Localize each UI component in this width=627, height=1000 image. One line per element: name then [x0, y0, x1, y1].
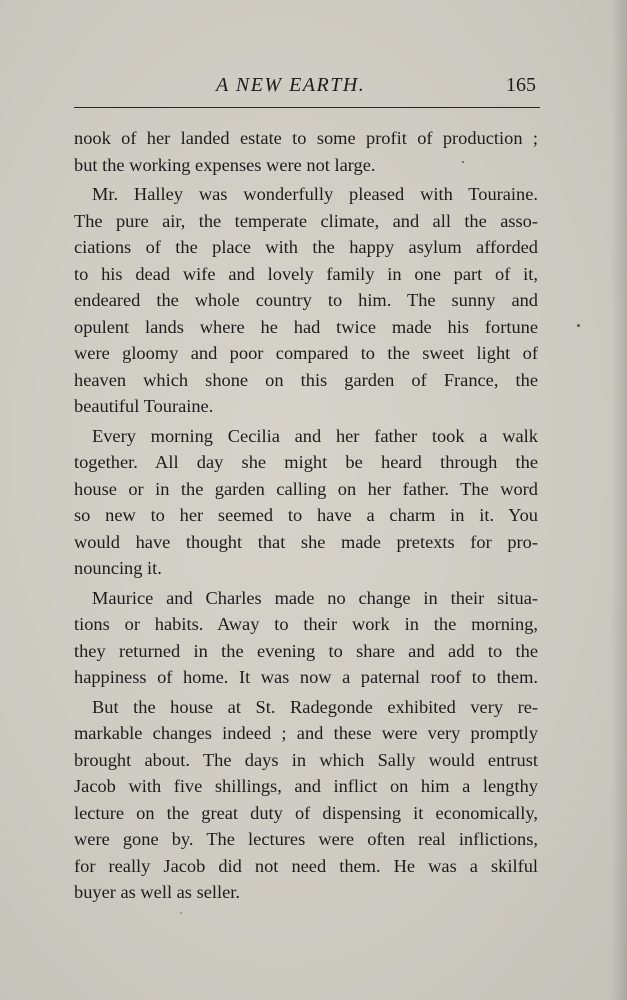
- text-line: to his dead wife and lovely family in one part of it,: [74, 263, 538, 284]
- text-line: opulent lands where he had twice made his fortune: [74, 316, 538, 337]
- text-line: ciations of the place with the happy asylum afforded: [74, 237, 538, 257]
- paper-speck: [462, 161, 464, 163]
- header-rule: [74, 107, 540, 108]
- page-edge-shadow: [611, 0, 627, 1000]
- text-line: were gloomy and poor compared to the sweet light of: [74, 343, 538, 363]
- text-line: would have thought that she made pretexts for pro-: [74, 531, 538, 552]
- text-line: Every morning Cecilia and her father took a walk: [92, 425, 538, 446]
- text-line: Jacob with five shillings, and inflict on him a lengthy: [74, 776, 538, 796]
- text-line: were gone by. The lectures were often real inflictions,: [74, 829, 538, 849]
- text-line: nouncing it.: [74, 558, 162, 578]
- text-line: markable changes indeed ; and these were very promptly: [74, 723, 538, 743]
- text-line: nook of her landed estate to some profit of production ;: [74, 128, 538, 148]
- text-line: they returned in the evening to share and add to the: [74, 640, 538, 661]
- text-line: lecture on the great duty of dispensing it economically,: [74, 802, 538, 823]
- text-line: tions or habits. Away to their work in the morning,: [74, 614, 538, 634]
- text-line: happiness of home. It was now a paternal roof to them.: [74, 667, 538, 687]
- text-line: house or in the garden calling on her father. The word: [74, 478, 538, 499]
- paper-speck: [180, 912, 182, 914]
- page-number: 165: [506, 74, 536, 96]
- text-line: buyer as well as seller.: [74, 882, 240, 902]
- text-line: so new to her seemed to have a charm in it. You: [74, 505, 538, 525]
- text-line: for really Jacob did not need them. He was a skilful: [74, 855, 538, 876]
- text-line: together. All day she might be heard through the: [74, 452, 538, 472]
- text-line: Mr. Halley was wonderfully pleased with Touraine.: [92, 184, 538, 204]
- text-line: brought about. The days in which Sally would entrust: [74, 749, 538, 770]
- paper-speck: [577, 324, 580, 327]
- text-line: heaven which shone on this garden of France, the: [74, 369, 538, 390]
- text-line: The pure air, the temperate climate, and all the asso-: [74, 210, 538, 231]
- running-title: A NEW EARTH.: [216, 74, 366, 96]
- text-line: beautiful Touraine.: [74, 396, 214, 416]
- text-line: but the working expenses were not large.: [74, 154, 376, 175]
- body-text: [74, 125, 538, 906]
- text-line: endeared the whole country to him. The sunny and: [74, 290, 538, 310]
- text-line: But the house at St. Radegonde exhibited very re-: [92, 696, 538, 717]
- page-header: [74, 74, 538, 104]
- text-line: Maurice and Charles made no change in their situa-: [92, 587, 538, 608]
